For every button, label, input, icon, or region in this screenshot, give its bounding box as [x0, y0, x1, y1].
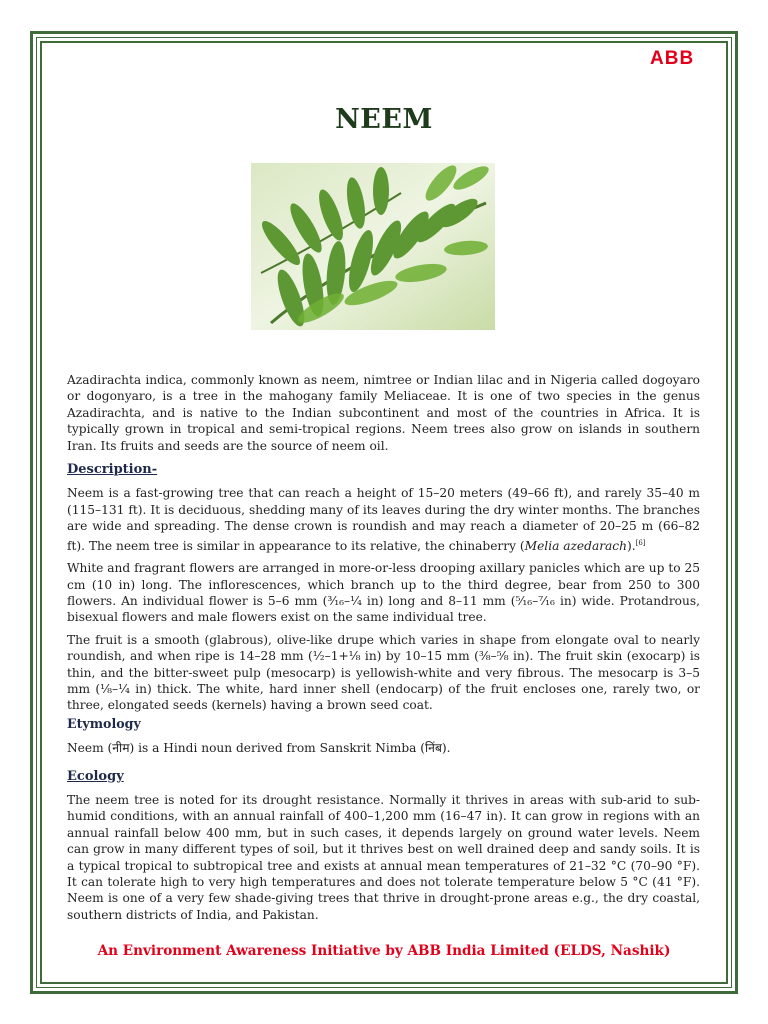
- description-p1-italic: Melia azedarach: [524, 538, 627, 553]
- article-body: [67, 372, 700, 929]
- page-title: NEEM: [335, 104, 433, 135]
- neem-leaves-photo: [251, 163, 495, 330]
- etymology-paragraph: Neem (नीम) is a Hindi noun derived from Sanskrit Nimba (निंब).: [67, 741, 451, 756]
- citation-ref[interactable]: [6]: [635, 538, 646, 547]
- description-paragraph-2: White and fragrant flowers are arranged in more-or-less drooping axillary panicles which are up to 25 cm (10 in) long. The inflorescences, which branch up to the third degree, bear from 250 to 300 flowers. An individual flower is 5–6 mm (³⁄₁₆–¹⁄₄ in) long and 8–11 mm (⁵⁄₁₆–⁷⁄₁₆ in) wide. Protandrous, bisexual flowers and male flowers exist on the same individual tree.: [67, 561, 700, 625]
- description-paragraph-1: [67, 485, 700, 554]
- description-p1-text: Neem is a fast-growing tree that can reach a height of 15–20 meters (49–66 ft), and rarely 35–40 m (115–131 ft). It is deciduous, shedding many of its leaves during the dry winter months. The branches are wide and spreading. The dense crown is roundish and may reach a diameter of 20–25 m (66–82 ft). The neem tree is similar in appearance to its relative, the chinaberry (: [67, 486, 700, 553]
- description-paragraph-3: The fruit is a smooth (glabrous), olive-like drupe which varies in shape from elongate oval to nearly roundish, and when ripe is 14–28 mm (¹⁄₂–1+¹⁄₈ in) by 10–15 mm (³⁄₈–⁵⁄₈ in). The fruit skin (exocarp) is thin, and the bitter-sweet pulp (mesocarp) is yellowish-white and very fibrous. The mesocarp is 3–5 mm (¹⁄₈–¹⁄₄ in) thick. The white, hard inner shell (endocarp) of the fruit encloses one, rarely two, or three, elongated seeds (kernels) having a brown seed coat.: [67, 632, 700, 713]
- etymology-heading: Etymology: [67, 715, 141, 731]
- ecology-heading: Ecology: [67, 768, 124, 784]
- description-p1-end: ).: [626, 538, 636, 553]
- neem-leaves-illustration: [251, 163, 495, 330]
- description-heading: Description-: [67, 462, 158, 478]
- abb-logo: ABB: [650, 48, 695, 69]
- footer-initiative: An Environment Awareness Initiative by ABB India Limited (ELDS, Nashik): [97, 943, 671, 959]
- intro-paragraph: Azadirachta indica, commonly known as neem, nimtree or Indian lilac and in Nigeria called dogoyaro or dogonyaro, is a tree in the mahogany family Meliaceae. It is one of two species in the genus Azadirachta, and is native to the Indian subcontinent and most of the countries in Africa. It is typically grown in tropical and semi-tropical regions. Neem trees also grow on islands in southern Iran. Its fruits and seeds are the source of neem oil.: [67, 373, 700, 453]
- ecology-paragraph: The neem tree is noted for its drought resistance. Normally it thrives in areas with sub-arid to sub-humid conditions, with an annual rainfall of 400–1,200 mm (16–47 in). It can grow in regions with an annual rainfall below 400 mm, but in such cases, it depends largely on ground water levels. Neem can grow in many different types of soil, but it thrives best on well drained deep and sandy soils. It is a typical tropical to subtropical tree and exists at annual mean temperatures of 21–32 °C (70–90 °F). It can tolerate high to very high temperatures and does not tolerate temperature below 5 °C (41 °F). Neem is one of a very few shade-giving trees that thrive in drought-prone areas e.g., the dry coastal, southern districts of India, and Pakistan.: [67, 793, 700, 922]
